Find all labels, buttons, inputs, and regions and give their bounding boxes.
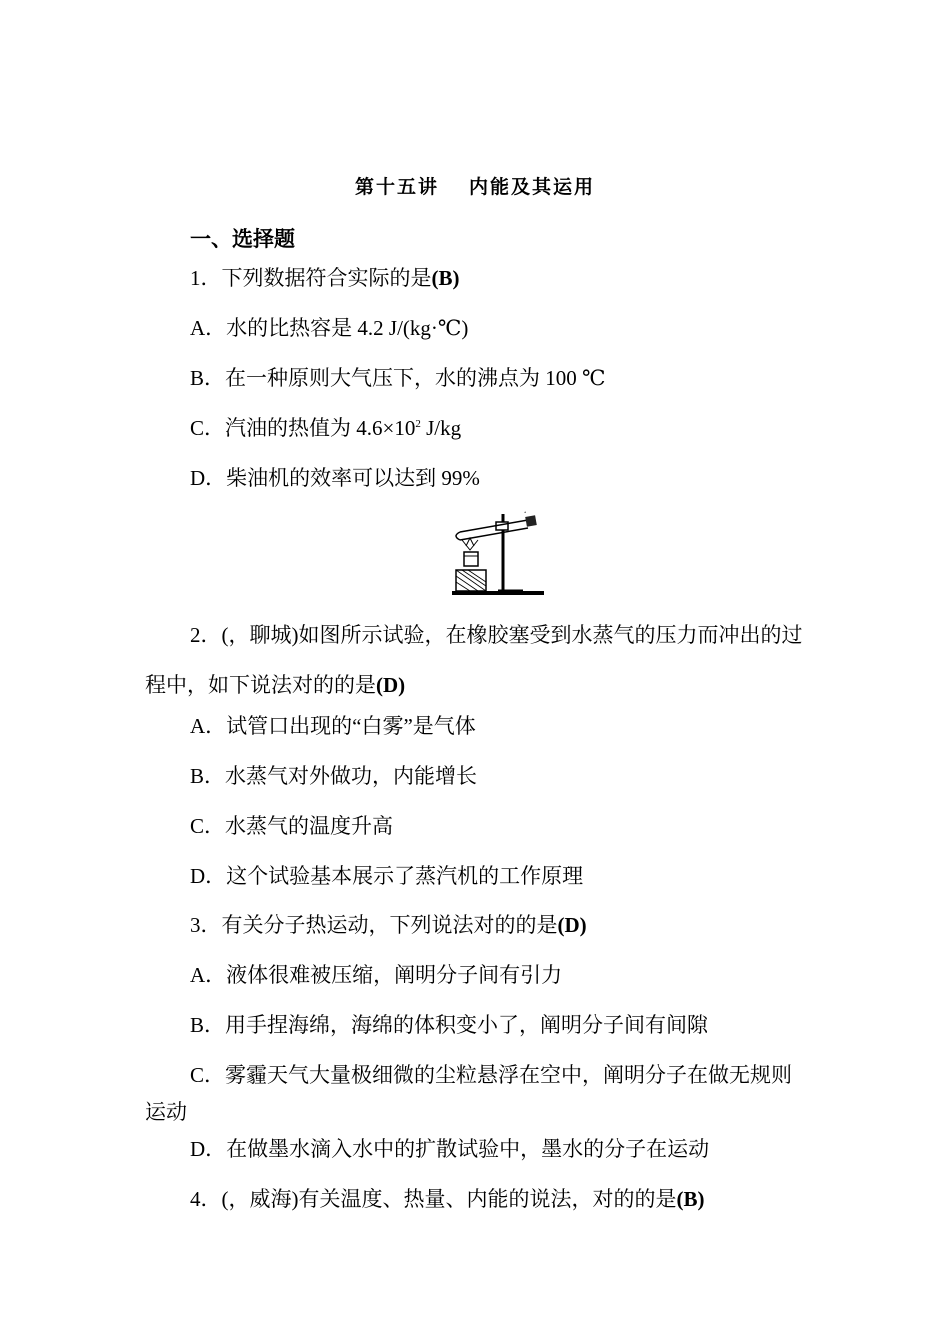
question-2-option-b: B．水蒸气对外做功，内能增长 bbox=[190, 764, 478, 788]
section-heading: 一、选择题 bbox=[190, 227, 295, 251]
question-1-option-b: B．在一种原则大气压下，水的沸点为 100 ℃ bbox=[190, 366, 606, 390]
question-3-stem: 3．有关分子热运动，下列说法对的的是(D) bbox=[190, 913, 587, 937]
question-3-option-d: D．在做墨水滴入水中的扩散试验中，墨水的分子在运动 bbox=[190, 1137, 710, 1161]
question-1-option-c: C．汽油的热值为 $4.6\times 10^2$ J/kg bbox=[190, 416, 462, 440]
test-tube-apparatus-icon bbox=[448, 500, 548, 596]
question-4-stem: 4．(，威海)有关温度、热量、内能的说法，对的的是(B) bbox=[190, 1187, 705, 1211]
title-lecture: 第十五讲 bbox=[354, 177, 439, 198]
experiment-apparatus-figure bbox=[448, 500, 548, 596]
question-2-option-d: D．这个试验基本展示了蒸汽机的工作原理 bbox=[190, 864, 584, 888]
question-3-option-b: B．用手捏海绵，海绵的体积变小了，阐明分子间有间隙 bbox=[190, 1013, 709, 1037]
question-3-answer: (D) bbox=[557, 913, 587, 937]
question-4-answer: (B) bbox=[676, 1187, 705, 1211]
question-1-answer: (B) bbox=[431, 266, 460, 290]
question-2-option-c: C．水蒸气的温度升高 bbox=[190, 814, 394, 838]
question-1-option-d: D．柴油机的效率可以达到 99% bbox=[190, 466, 480, 490]
question-3-option-c: C．雾霾天气大量极细微的尘粒悬浮在空中，阐明分子在做无规则运动 bbox=[145, 1063, 793, 1124]
question-2-answer: (D) bbox=[376, 673, 406, 697]
question-2-option-a: A．试管口出现的“白雾”是气体 bbox=[190, 714, 476, 738]
exponent: 2 bbox=[415, 418, 421, 430]
question-1-option-a: A．水的比热容是 4.2 J/(kg·℃) bbox=[190, 316, 469, 340]
page-title bbox=[0, 172, 950, 199]
svg-text:∘: ∘ bbox=[524, 511, 527, 516]
title-topic: 内能及其运用 bbox=[469, 177, 596, 198]
question-3-option-a: A．液体很难被压缩，阐明分子间有引力 bbox=[190, 963, 563, 987]
question-1-stem: 1．下列数据符合实际的是(B) bbox=[190, 266, 460, 290]
question-2-stem: 2．(，聊城)如图所示试验，在橡胶塞受到水蒸气的压力而冲出的过程中，如下说法对的的是(D) bbox=[145, 623, 803, 697]
